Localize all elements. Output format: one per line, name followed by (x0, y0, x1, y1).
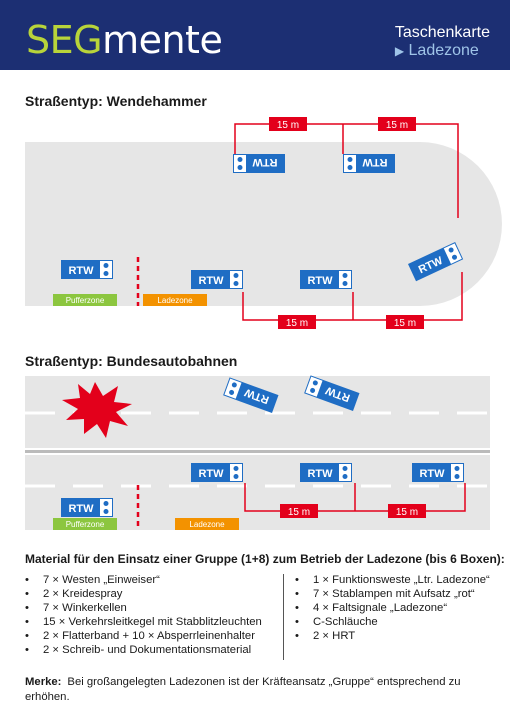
brand-logo (26, 18, 222, 62)
pufferzone-label: Pufferzone (65, 296, 105, 305)
section2-title: Straßentyp: Bundesautobahnen (25, 353, 238, 369)
distance-label: 15 m (395, 507, 419, 518)
play-arrow-icon: ▶ (394, 44, 405, 58)
distance-label: 15 m (285, 318, 309, 329)
distance-label: 15 m (385, 120, 409, 131)
svg-text:RTW: RTW (68, 265, 94, 277)
wendehammer-diagram (0, 112, 510, 342)
svg-text:RTW: RTW (198, 468, 224, 480)
svg-text:RTW: RTW (243, 385, 271, 406)
distance-label: 15 m (276, 120, 300, 131)
material-title: Material für den Einsatz einer Gruppe (1+8) zum Betrieb der Ladezone (bis 6 Boxen): (25, 552, 505, 566)
rtw-vehicle (191, 270, 243, 289)
brand-seg: SEG (26, 18, 103, 62)
rtw-vehicle (343, 154, 395, 173)
svg-text:RTW: RTW (252, 156, 278, 168)
card-title-block (395, 24, 490, 60)
list-item: • 7 × Winkerkellen (25, 601, 262, 615)
list-item: • 2 × Schreib- und Dokumentationsmaterial (25, 643, 262, 657)
header-bar (0, 0, 510, 70)
card-subtitle-text: Ladezone (408, 42, 479, 59)
rtw-vehicle (191, 463, 243, 482)
merke-label: Merke: (25, 676, 62, 688)
merke-note (25, 675, 485, 705)
svg-text:RTW: RTW (416, 254, 445, 277)
autobahn-diagram (0, 368, 510, 538)
rtw-vehicle (300, 463, 352, 482)
svg-text:RTW: RTW (198, 275, 224, 287)
list-item: • 4 × Faltsignale „Ladezone“ (295, 601, 490, 615)
card-subtitle (395, 42, 490, 60)
svg-text:RTW: RTW (324, 383, 352, 404)
svg-text:RTW: RTW (307, 468, 333, 480)
card-title: Taschenkarte (394, 24, 490, 41)
list-item: • 2 × Flatterband + 10 × Absperrleinenhalter (25, 629, 262, 643)
list-item: • 2 × HRT (295, 629, 490, 643)
material-list-right (295, 573, 490, 643)
list-item: • 7 × Stablampen mit Aufsatz „rot“ (295, 587, 490, 601)
pufferzone-label: Pufferzone (65, 520, 105, 529)
rtw-vehicle (412, 463, 464, 482)
ladezone-label: Ladezone (189, 520, 225, 529)
distance-label: 15 m (287, 507, 311, 518)
section1-title: Straßentyp: Wendehammer (25, 93, 207, 109)
merke-text: Bei großangelegten Ladezonen ist der Kräfteansatz „Gruppe“ entsprechend zu erhöhen. (25, 676, 461, 703)
svg-text:RTW: RTW (68, 503, 94, 515)
list-item: • 7 × Westen „Einweiser“ (25, 573, 262, 587)
rtw-vehicle (233, 154, 285, 173)
list-item: • 2 × Kreidespray (25, 587, 262, 601)
list-item: • 1 × Funktionsweste „Ltr. Ladezone“ (295, 573, 490, 587)
rtw-vehicle (61, 260, 113, 279)
list-item: • C-Schläuche (295, 615, 490, 629)
svg-text:RTW: RTW (362, 156, 388, 168)
material-list-left (25, 573, 262, 658)
rtw-vehicle (61, 498, 113, 517)
list-item: • 15 × Verkehrsleitkegel mit Stabblitzleuchten (25, 615, 262, 629)
svg-text:RTW: RTW (419, 468, 445, 480)
rtw-vehicle (300, 270, 352, 289)
ladezone-label: Ladezone (157, 296, 193, 305)
brand-mente: mente (102, 18, 223, 62)
distance-label: 15 m (393, 318, 417, 329)
list-divider (283, 574, 284, 660)
svg-text:RTW: RTW (307, 275, 333, 287)
